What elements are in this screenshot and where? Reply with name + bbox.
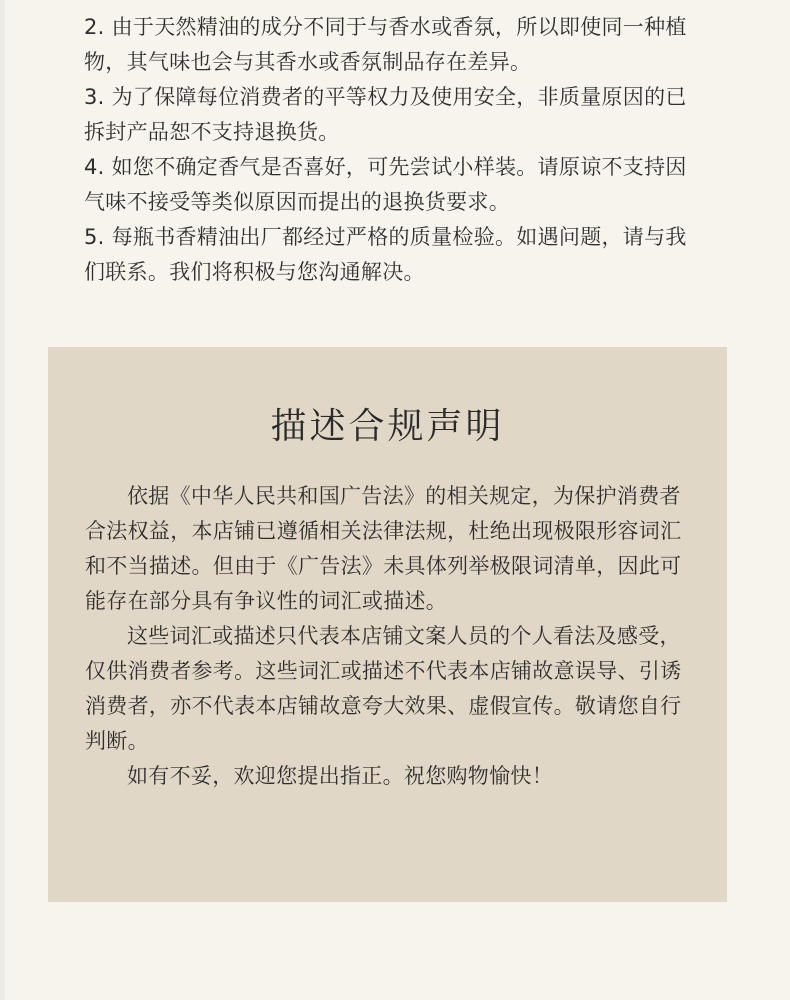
compliance-body (85, 479, 697, 794)
compliance-paragraph: 依据《中华人民共和国广告法》的相关规定，为保护消费者合法权益，本店铺已遵循相关法律法规，杜绝出现极限形容词汇和不当描述。但由于《广告法》未具体列举极限词清单，因此可能存在部分具有争议性的词汇或描述。 (85, 484, 682, 613)
note-item: 5. 每瓶书香精油出厂都经过严格的质量检验。如遇问题，请与我们联系。我们将积极与您沟通解决。 (84, 225, 687, 284)
product-notes-list (84, 10, 704, 290)
note-item: 4. 如您不确定香气是否喜好，可先尝试小样装。请原谅不支持因气味不接受等类似原因而提出的退换货要求。 (84, 155, 687, 214)
page-edge-strip (0, 0, 5, 1000)
compliance-paragraph: 这些词汇或描述只代表本店铺文案人员的个人看法及感受，仅供消费者参考。这些词汇或描述不代表本店铺故意误导、引诱消费者，亦不代表本店铺故意夸大效果、虚假宣传。敬请您自行判断。 (85, 624, 682, 753)
compliance-paragraph: 如有不妥，欢迎您提出指正。祝您购物愉快！ (127, 764, 553, 788)
compliance-statement-panel (48, 347, 727, 902)
note-item: 3. 为了保障每位消费者的平等权力及使用安全，非质量原因的已拆封产品恕不支持退换货。 (84, 85, 687, 144)
note-item: 2. 由于天然精油的成分不同于与香水或香氛，所以即使同一种植物，其气味也会与其香水或香氛制品存在差异。 (84, 15, 687, 74)
compliance-title: 描述合规声明 (270, 406, 505, 447)
